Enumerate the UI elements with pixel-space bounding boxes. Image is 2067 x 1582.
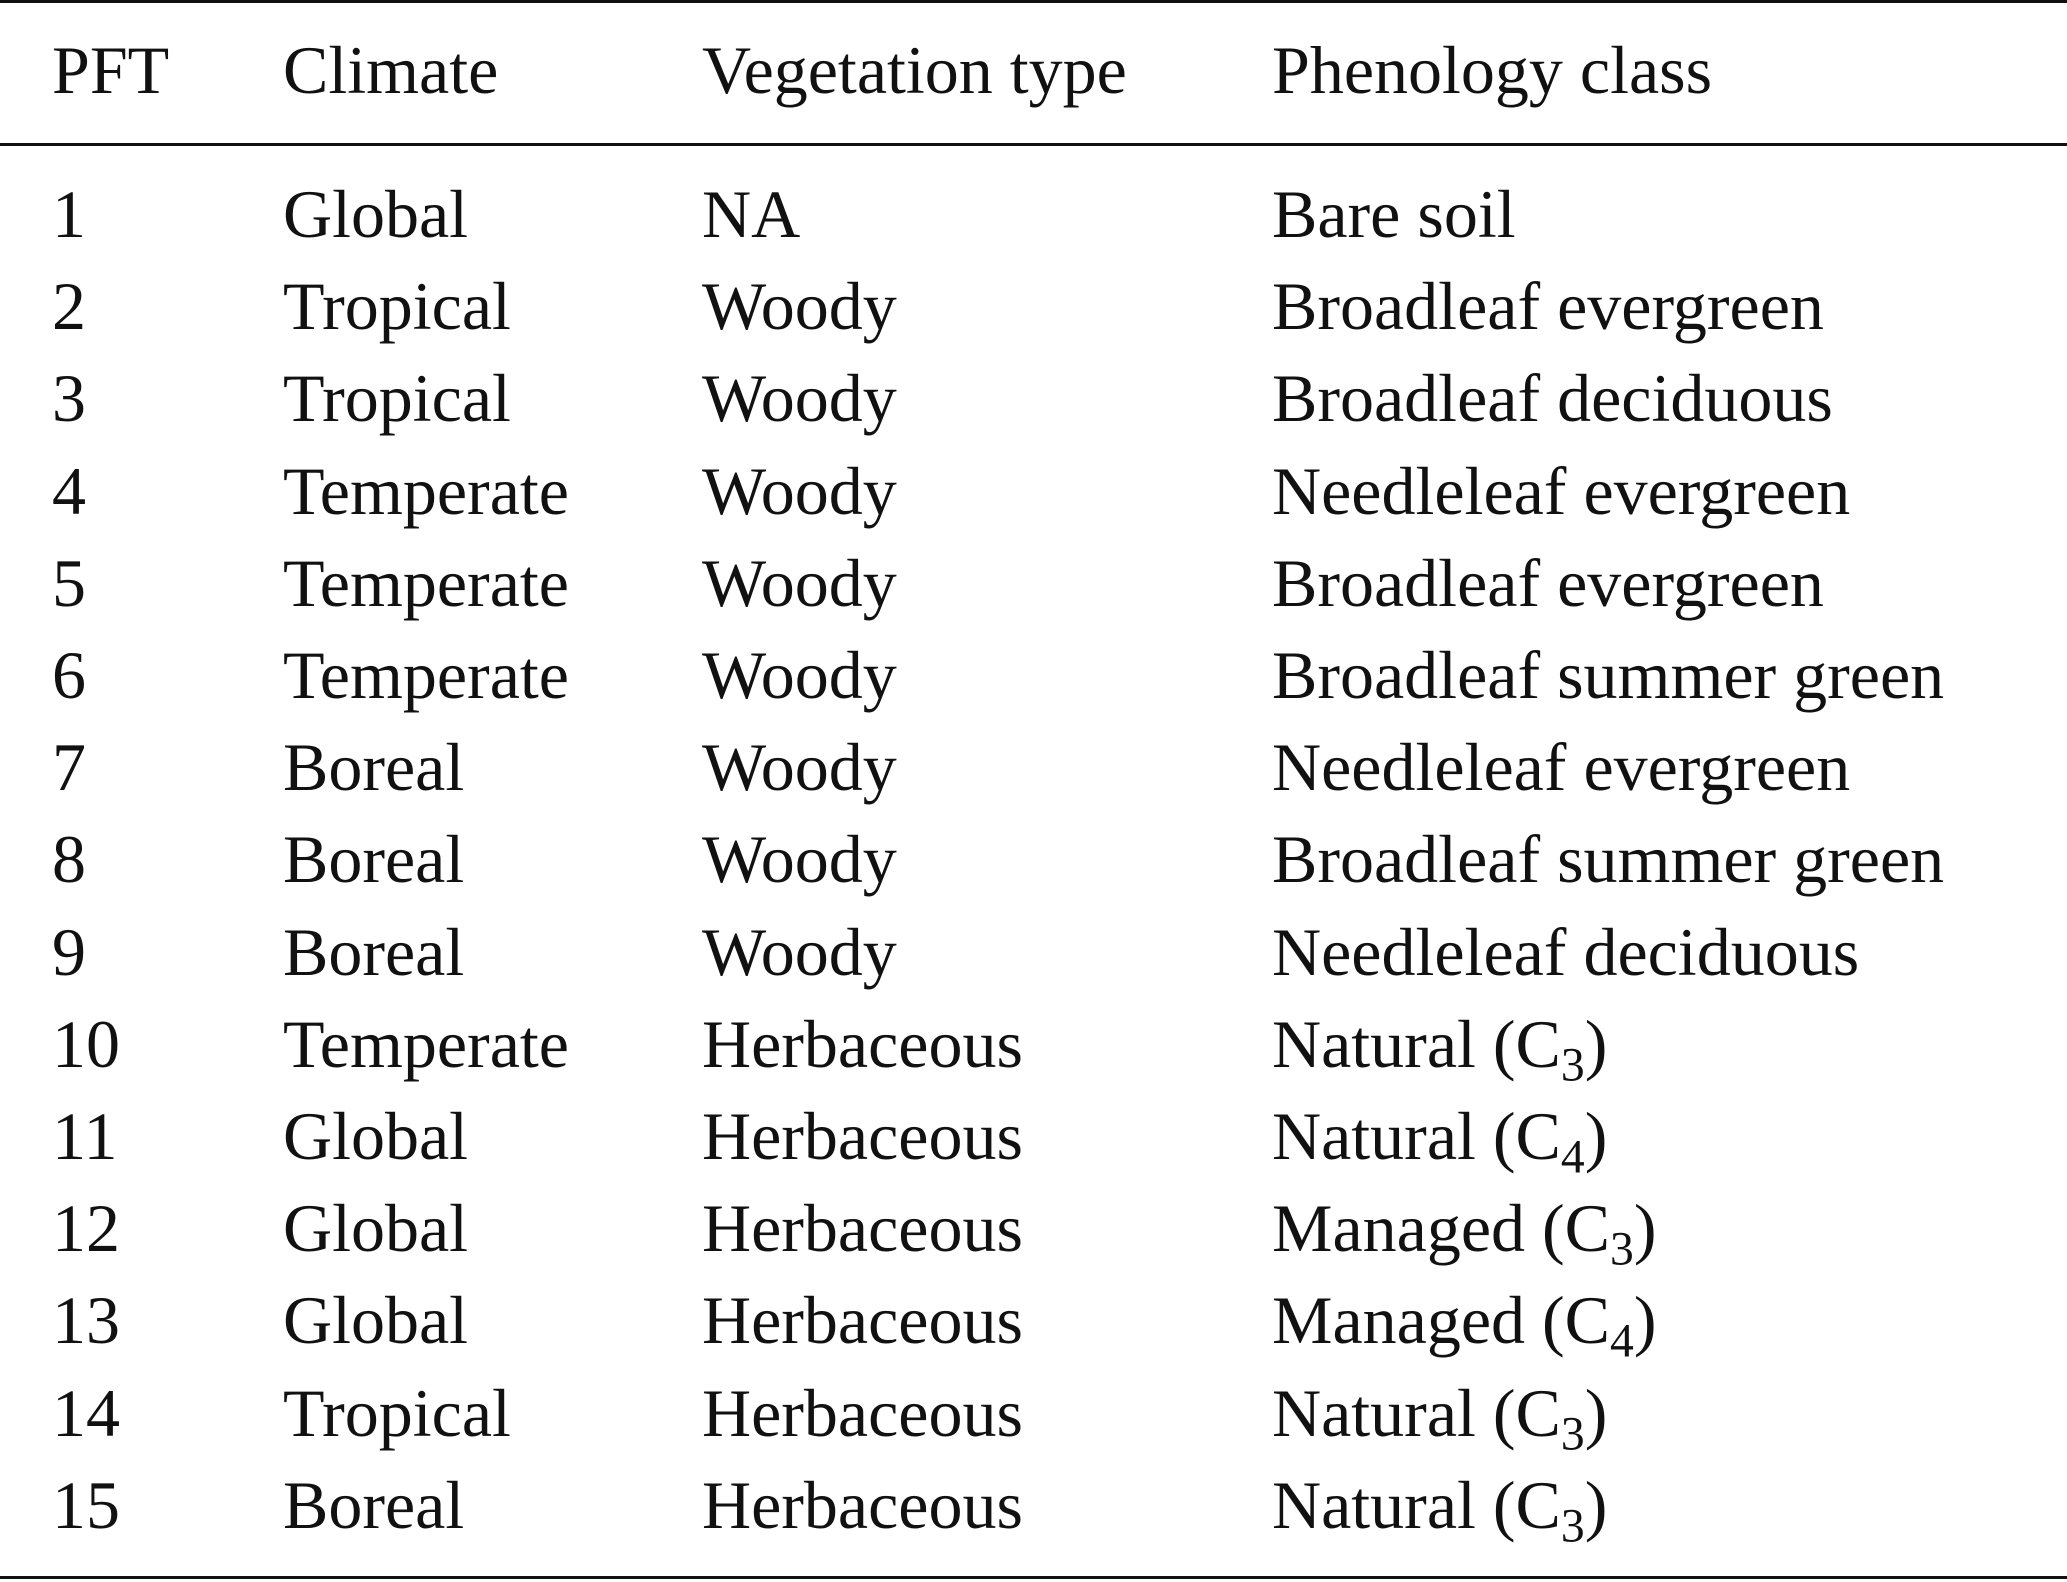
- cell-vegetation-type: Herbaceous: [702, 1374, 1023, 1451]
- cell-pft: 9: [52, 913, 86, 990]
- cell-pft: 10: [52, 1005, 120, 1082]
- closing-paren: ): [1584, 1098, 1608, 1174]
- phenology-text: Broadleaf deciduous: [1272, 360, 1833, 437]
- photosynthesis-subscript: 4: [1560, 1131, 1585, 1184]
- cell-pft: 14: [52, 1374, 120, 1451]
- cell-climate: Temperate: [283, 637, 569, 713]
- phenology-text: Broadleaf summer green: [1272, 821, 1945, 898]
- table-row: [0, 998, 2067, 1090]
- cell-vegetation-type: Woody: [702, 544, 897, 621]
- cell-pft: 15: [52, 1466, 120, 1543]
- phenology-text: Needleleaf deciduous: [1272, 913, 1860, 990]
- cell-vegetation-type: Woody: [702, 360, 897, 437]
- cell-pft: 11: [52, 1098, 118, 1174]
- table-row: [0, 721, 2067, 813]
- phenology-text: Broadleaf evergreen: [1272, 544, 1824, 621]
- phenology-text: Needleleaf evergreen: [1272, 452, 1851, 529]
- cell-vegetation-type: Woody: [702, 268, 897, 345]
- cell-climate: Global: [283, 1098, 469, 1174]
- cell-climate: Temperate: [283, 544, 569, 621]
- cell-phenology-class: [1272, 445, 1850, 537]
- table-row: [0, 1367, 2067, 1459]
- phenology-text: Natural (C: [1272, 1005, 1561, 1082]
- header-rule: [0, 143, 2067, 146]
- cell-phenology-class: [1272, 721, 1850, 813]
- cell-climate: Tropical: [283, 268, 511, 345]
- closing-paren: ): [1584, 1466, 1608, 1543]
- cell-phenology-class: [1272, 352, 1833, 444]
- phenology-text: Natural (C: [1272, 1374, 1561, 1451]
- phenology-text: Broadleaf evergreen: [1272, 268, 1824, 345]
- table-row: [0, 352, 2067, 444]
- cell-phenology-class: [1272, 1367, 1607, 1459]
- photosynthesis-subscript: 3: [1610, 1223, 1634, 1276]
- cell-climate: Boreal: [283, 1466, 465, 1543]
- header-climate: Climate: [283, 32, 499, 108]
- cell-pft: 4: [52, 452, 86, 529]
- cell-vegetation-type: Woody: [702, 637, 897, 713]
- cell-vegetation-type: Herbaceous: [702, 1005, 1023, 1082]
- table-row: [0, 1090, 2067, 1182]
- cell-pft: 5: [52, 544, 86, 621]
- cell-climate: Tropical: [283, 1374, 511, 1451]
- table-row: [0, 260, 2067, 352]
- cell-phenology-class: [1272, 998, 1607, 1090]
- cell-pft: 12: [52, 1190, 120, 1267]
- table-row: [0, 1182, 2067, 1274]
- table-row: [0, 1459, 2067, 1551]
- cell-pft: 1: [52, 176, 86, 252]
- cell-phenology-class: [1272, 629, 1944, 721]
- cell-vegetation-type: Woody: [702, 729, 897, 806]
- cell-phenology-class: [1272, 1274, 1656, 1366]
- table-row: [0, 1274, 2067, 1366]
- cell-phenology-class: [1272, 537, 1824, 629]
- header-pft: PFT: [52, 32, 170, 108]
- cell-vegetation-type: Herbaceous: [702, 1098, 1023, 1174]
- table-row: [0, 629, 2067, 721]
- closing-paren: ): [1633, 1282, 1657, 1359]
- header-phenology-class: Phenology class: [1272, 32, 1713, 108]
- photosynthesis-subscript: 3: [1560, 1407, 1585, 1460]
- cell-pft: 2: [52, 268, 86, 345]
- cell-vegetation-type: Herbaceous: [702, 1466, 1023, 1543]
- closing-paren: ): [1633, 1190, 1657, 1267]
- cell-phenology-class: [1272, 260, 1824, 352]
- phenology-text: Managed (C: [1272, 1190, 1611, 1267]
- cell-climate: Boreal: [283, 729, 465, 806]
- table-header-row: [0, 24, 2067, 116]
- cell-vegetation-type: Woody: [702, 452, 897, 529]
- cell-climate: Global: [283, 1190, 469, 1267]
- cell-climate: Temperate: [283, 452, 569, 529]
- table-row: [0, 906, 2067, 998]
- cell-phenology-class: [1272, 1459, 1607, 1551]
- photosynthesis-subscript: 3: [1560, 1039, 1585, 1092]
- cell-climate: Global: [283, 176, 469, 252]
- phenology-text: Broadleaf summer green: [1272, 637, 1945, 713]
- photosynthesis-subscript: 4: [1610, 1315, 1634, 1368]
- cell-climate: Boreal: [283, 821, 465, 898]
- cell-pft: 7: [52, 729, 86, 806]
- cell-phenology-class: [1272, 813, 1944, 905]
- header-vegetation-type: Vegetation type: [702, 32, 1127, 108]
- phenology-text: Natural (C: [1272, 1098, 1561, 1174]
- cell-vegetation-type: Herbaceous: [702, 1190, 1023, 1267]
- table-row: [0, 813, 2067, 905]
- cell-pft: 13: [52, 1282, 120, 1359]
- cell-vegetation-type: Herbaceous: [702, 1282, 1023, 1359]
- cell-climate: Global: [283, 1282, 469, 1359]
- cell-climate: Tropical: [283, 360, 511, 437]
- cell-pft: 8: [52, 821, 86, 898]
- photosynthesis-subscript: 3: [1560, 1500, 1585, 1553]
- cell-pft: 3: [52, 360, 86, 437]
- phenology-text: Bare soil: [1272, 176, 1516, 252]
- cell-vegetation-type: Woody: [702, 821, 897, 898]
- cell-phenology-class: [1272, 906, 1859, 998]
- table-row: [0, 445, 2067, 537]
- cell-climate: Temperate: [283, 1005, 569, 1082]
- phenology-text: Needleleaf evergreen: [1272, 729, 1851, 806]
- table-row: [0, 168, 2067, 260]
- top-rule: [0, 0, 2067, 3]
- table-row: [0, 537, 2067, 629]
- closing-paren: ): [1584, 1005, 1608, 1082]
- cell-phenology-class: [1272, 1182, 1656, 1274]
- cell-vegetation-type: NA: [702, 176, 801, 252]
- phenology-text: Natural (C: [1272, 1466, 1561, 1543]
- cell-vegetation-type: Woody: [702, 913, 897, 990]
- phenology-text: Managed (C: [1272, 1282, 1611, 1359]
- cell-phenology-class: [1272, 1090, 1607, 1182]
- cell-climate: Boreal: [283, 913, 465, 990]
- closing-paren: ): [1584, 1374, 1608, 1451]
- bottom-rule: [0, 1576, 2067, 1579]
- cell-pft: 6: [52, 637, 86, 713]
- cell-phenology-class: [1272, 168, 1516, 260]
